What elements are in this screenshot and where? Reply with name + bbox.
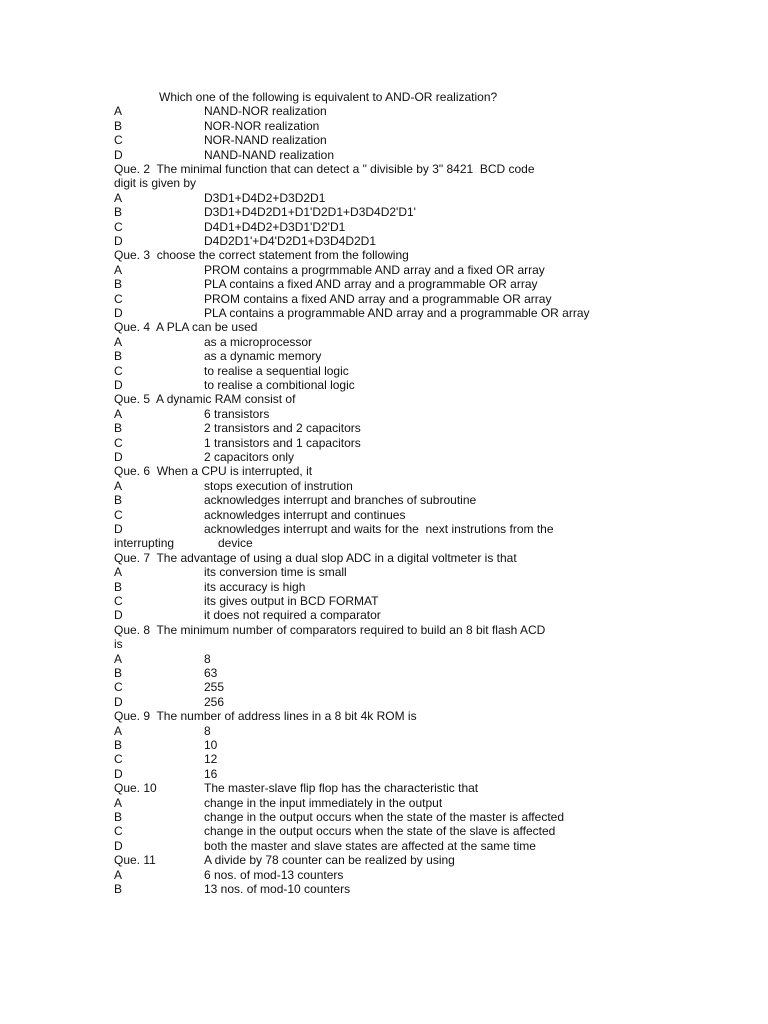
option-text: 16 — [204, 766, 218, 781]
option-text: its accuracy is high — [204, 579, 306, 594]
option-label: B — [114, 205, 123, 220]
option-label: D — [114, 608, 123, 623]
question-8-text: Que. 8 The minimum number of comparators required to build an 8 bit flash ACD — [114, 622, 546, 637]
question-7-text: Que. 7 The advantage of using a dual slop ADC in a digital voltmeter is that — [114, 550, 517, 565]
option-label: C — [114, 133, 123, 148]
option-text: 256 — [204, 694, 225, 709]
question-6-text: Que. 6 When a CPU is interrupted, it — [114, 464, 313, 479]
question-1-text: Which one of the following is equivalent to AND-OR realization? — [159, 90, 498, 104]
option-label: D — [114, 522, 123, 536]
option-text: its conversion time is small — [204, 565, 347, 580]
option-label: D — [114, 766, 123, 781]
option-text: 2 transistors and 2 capacitors — [204, 421, 361, 436]
option-label: C — [114, 435, 123, 450]
option-label: D — [114, 147, 123, 162]
option-text: 63 — [204, 666, 218, 680]
option-text: change in the input immediately in the output — [204, 795, 443, 810]
question-5-text: Que. 5 A dynamic RAM consist of — [114, 392, 296, 407]
option-text: 6 transistors — [204, 406, 270, 421]
option-label: D — [114, 838, 123, 853]
option-text: NAND-NAND realization — [204, 147, 335, 162]
question-10-label: Que. 10 — [114, 781, 157, 796]
question-3-text: Que. 3 choose the correct statement from the following — [114, 248, 409, 263]
option-text: 2 capacitors only — [204, 450, 295, 464]
option-label: A — [114, 478, 123, 493]
option-text: 1 transistors and 1 capacitors — [204, 435, 361, 450]
option-label: A — [114, 334, 123, 349]
option-text: acknowledges interrupt and continues — [204, 507, 406, 522]
option-text: 6 nos. of mod-13 counters — [204, 867, 344, 882]
option-label: B — [114, 277, 123, 292]
option-label: C — [114, 507, 123, 522]
continuation-text: device — [218, 536, 253, 551]
question-9-text: Que. 9 The number of address lines in a 8 bit 4k ROM is — [114, 709, 417, 724]
option-text: as a dynamic memory — [204, 349, 322, 364]
option-text: both the master and slave states are affected at the same time — [204, 838, 536, 853]
option-label: A — [114, 565, 123, 580]
option-label: C — [114, 752, 123, 767]
option-label: C — [114, 680, 123, 695]
option-text: its gives output in BCD FORMAT — [204, 594, 379, 608]
option-label: A — [114, 651, 123, 666]
question-8-text-continued: is — [114, 637, 123, 652]
question-4-text: Que. 4 A PLA can be used — [114, 320, 258, 335]
option-text: 12 — [204, 752, 218, 767]
option-text: PLA contains a programmable AND array and a programmable OR array — [204, 306, 590, 320]
option-text: 10 — [204, 738, 218, 752]
option-text: acknowledges interrupt and waits for the next instrutions from the — [204, 522, 554, 536]
option-text: PROM contains a progrmmable AND array and a fixed OR array — [204, 262, 545, 277]
option-text: 8 — [204, 723, 211, 738]
question-2-text: Que. 2 The minimal function that can detect a " divisible by 3" 8421 BCD code — [114, 162, 535, 176]
option-text: PLA contains a fixed AND array and a programmable OR array — [204, 277, 538, 292]
option-label: C — [114, 219, 123, 234]
option-label: C — [114, 363, 123, 378]
continuation-label: interrupting — [114, 536, 175, 551]
option-label: B — [114, 882, 123, 896]
option-text: to realise a sequential logic — [204, 363, 349, 378]
option-label: A — [114, 104, 123, 119]
option-label: D — [114, 450, 123, 464]
option-label: B — [114, 579, 123, 594]
option-label: B — [114, 810, 123, 824]
option-text: NOR-NOR realization — [204, 118, 320, 133]
option-text: it does not required a comparator — [204, 608, 381, 623]
question-10-text: The master-slave flip flop has the characteristic that — [204, 781, 479, 796]
option-label: B — [114, 118, 123, 133]
option-label: D — [114, 694, 123, 709]
option-label: B — [114, 421, 123, 436]
option-text: NAND-NOR realization — [204, 104, 327, 119]
option-text: change in the output occurs when the state of the master is affected — [204, 810, 564, 824]
option-text: 255 — [204, 680, 225, 695]
option-label: A — [114, 190, 123, 205]
option-text: stops execution of instrution — [204, 478, 353, 493]
option-label: A — [114, 262, 123, 277]
option-label: A — [114, 723, 123, 738]
option-label: B — [114, 738, 123, 752]
question-2-text-continued: digit is given by — [114, 176, 197, 191]
option-text: to realise a combitional logic — [204, 378, 355, 392]
option-label: B — [114, 666, 123, 680]
option-label: C — [114, 291, 123, 306]
option-text: D3D1+D4D2+D3D2D1 — [204, 190, 326, 205]
option-text: PROM contains a fixed AND array and a programmable OR array — [204, 291, 552, 306]
option-text: change in the output occurs when the state of the slave is affected — [204, 824, 556, 839]
option-label: A — [114, 867, 123, 882]
option-text: acknowledges interrupt and branches of subroutine — [204, 493, 477, 508]
option-text: D4D2D1'+D4'D2D1+D3D4D2D1 — [204, 234, 376, 248]
option-label: B — [114, 493, 123, 508]
option-text: D3D1+D4D2D1+D1'D2D1+D3D4D2'D1' — [204, 205, 416, 220]
option-label: D — [114, 306, 123, 320]
option-label: C — [114, 594, 123, 608]
option-label: A — [114, 795, 123, 810]
option-label: B — [114, 349, 123, 364]
option-text: 13 nos. of mod-10 counters — [204, 882, 351, 896]
option-label: D — [114, 234, 123, 248]
option-label: D — [114, 378, 123, 392]
option-text: as a microprocessor — [204, 334, 313, 349]
option-label: C — [114, 824, 123, 839]
option-text: 8 — [204, 651, 211, 666]
option-text: D4D1+D4D2+D3D1'D2'D1 — [204, 219, 346, 234]
question-11-text: A divide by 78 counter can be realized by using — [204, 853, 455, 868]
question-11-label: Que. 11 — [114, 853, 156, 868]
option-text: NOR-NAND realization — [204, 133, 327, 148]
option-label: A — [114, 406, 123, 421]
